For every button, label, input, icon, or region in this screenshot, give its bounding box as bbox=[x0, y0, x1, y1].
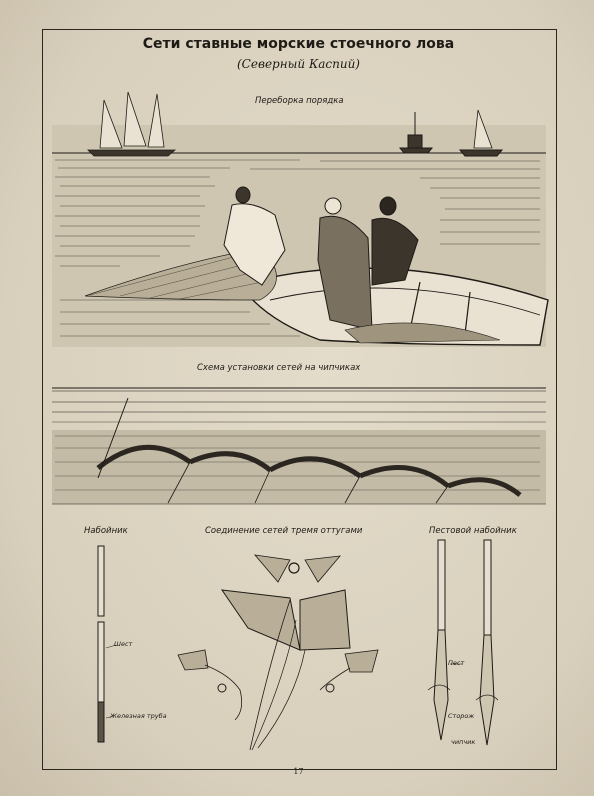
chipchik-label: чипчик bbox=[451, 738, 476, 746]
top-scene-caption: Переборка порядка bbox=[255, 96, 344, 106]
fishing-scene-illustration bbox=[52, 92, 548, 347]
storozh-label: Сторож bbox=[448, 712, 475, 720]
net-setup-diagram bbox=[52, 388, 546, 504]
center-diagram-caption: Соединение сетей тремя оттугами bbox=[205, 526, 363, 536]
pole-label: Шест bbox=[114, 640, 133, 648]
middle-diagram-caption: Схема установки сетей на чипчиках bbox=[197, 363, 361, 373]
left-tool-caption: Набойник bbox=[84, 526, 128, 536]
page-title: Сети ставные морские стоечного лова bbox=[142, 36, 455, 52]
iron-pipe-label: Железная труба bbox=[110, 712, 167, 720]
pest-label: Пест bbox=[448, 659, 465, 667]
page-subtitle: (Северный Каспий) bbox=[237, 57, 360, 71]
net-joining-drawing bbox=[178, 555, 378, 750]
right-tool-caption: Пестовой набойник bbox=[429, 526, 517, 536]
page-number: 17 bbox=[293, 767, 304, 776]
